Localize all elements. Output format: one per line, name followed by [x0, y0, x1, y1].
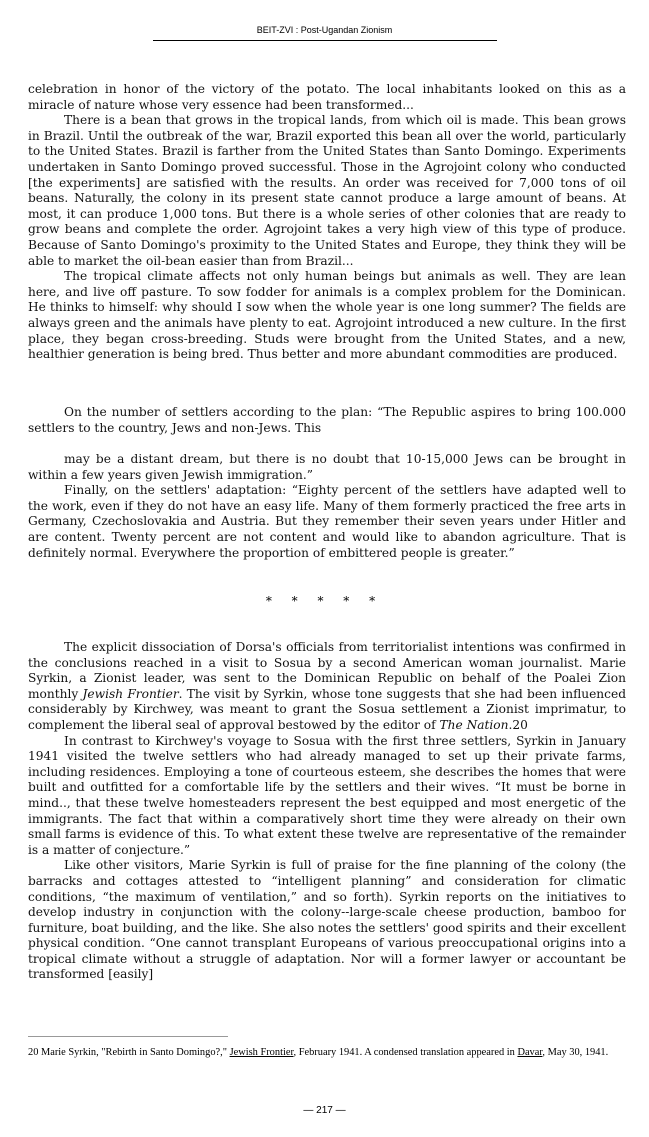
- footnote-a: 20 Marie Syrkin, "Rebirth in Santo Domingo?,": [28, 1047, 230, 1058]
- paragraph-9: Like other visitors, Marie Syrkin is full of praise for the fine planning of the colony (the barracks and cottages attested to “intelligent planning” and consideration for climatic conditions, “the maximum of ventilation,” and so forth). Syrkin reports on the initiatives to develop industry in conjunction with the colony--large-scale cheese production, bamboo for furniture, boat building, and the like. She also notes the settlers' good spirits and their excellent physical condition. “One cannot transplant Europeans of various preoccupational origins into a tropical climate without a struggle of adaptation. Nor will a former lawyer or accountant be transformed [easily]: [28, 858, 626, 982]
- paragraph-6: Finally, on the settlers' adaptation: “Eighty percent of the settlers have adapted well to the work, even if they do not have an easy life. Many of them formerly practiced the free arts in Germany, Czechoslovakia and Austria. But they remember their seven years under Hitler and are content. Twenty percent are not content and would like to abandon agriculture. That is definitely normal. Everywhere the proportion of embittered people is greater.”: [28, 483, 626, 560]
- text-block-4: [28, 640, 626, 983]
- text-block-1: [28, 82, 626, 363]
- section-break: * * * * *: [265, 594, 384, 608]
- footnote-paper: Davar: [517, 1047, 543, 1058]
- page-number: — 217 —: [303, 1105, 346, 1116]
- paragraph-4: On the number of settlers according to the plan: “The Republic aspires to bring 100.000 settlers to the country, Jews and non-Jews. This: [28, 405, 626, 435]
- paragraph-7-a: The explicit dissociation of Dorsa's officials from territorialist intentions was confirmed in the conclusions reached in a visit to Sosua by a second American woman journalist. Marie Syrkin, a Zionist leader, was sent to the Dominican Republic on behalf of the Poalei Zion monthly: [28, 640, 626, 701]
- text-block-2: [28, 405, 626, 436]
- text-block-3: [28, 452, 626, 561]
- footnote: [28, 1046, 626, 1060]
- footnote-b: , February 1941. A condensed translation appeared in: [293, 1047, 518, 1058]
- paragraph-3: The tropical climate affects not only human beings but animals as well. They are lean here, and live off pasture. To sow fodder for animals is a complex problem for the Dominican. He thinks to himself: why should I sow when the whole year is one long summer? The fields are always green and the animals have plenty to eat. Agrojoint introduced a new culture. In the first place, they began cross-breeding. Studs were brought from the United States, and a new, healthier generation is being bred. Thus better and more abundant commodities are produced.: [28, 269, 626, 362]
- paragraph-8: In contrast to Kirchwey's voyage to Sosua with the first three settlers, Syrkin in January 1941 visited the twelve settlers who had already managed to set up their private farms, including residences. Employing a tone of courteous esteem, she describes the homes that were built and outfitted for a comfortable life by the settlers and their wives. “It must be borne in mind.., that these twelve homesteaders represent the best equipped and most energetic of the immigrants. The fact that within a comparatively short time they were already on their own small farms is evidence of this. To what extent these twelve are representative of the remainder is a matter of conjecture.”: [28, 733, 626, 857]
- footnote-rule: [28, 1036, 228, 1037]
- footnote-c: , May 30, 1941.: [542, 1047, 609, 1058]
- header-rule: [153, 40, 497, 41]
- paragraph-7-b: . The visit by Syrkin, whose tone suggests that she had been influenced considerably by Kirchwey, was meant to grant the Sosua settlement a Zionist imprimatur, to complement the liberal seal of approval bestowed by the editor of: [28, 686, 626, 732]
- paragraph-7: [28, 640, 626, 734]
- footnote-ref: .20: [508, 717, 528, 732]
- running-header: BEIT-ZVI : Post-Ugandan Zionism: [256, 25, 393, 35]
- paragraph-5: may be a distant dream, but there is no doubt that 10-15,000 Jews can be brought in within a few years given Jewish immigration.”: [28, 452, 626, 482]
- footnote-journal: Jewish Frontier: [229, 1047, 294, 1058]
- magazine-title: The Nation: [439, 717, 509, 732]
- paragraph-1: celebration in honor of the victory of the potato. The local inhabitants looked on this as a miracle of nature whose very essence had been transformed...: [28, 82, 626, 112]
- journal-title: Jewish Frontier: [82, 686, 179, 701]
- paragraph-2: There is a bean that grows in the tropical lands, from which oil is made. This bean grows in Brazil. Until the outbreak of the war, Brazil exported this bean all over the world, particularly to the United States. Brazil is farther from the United States than Santo Domingo. Experiments undertaken in Santo Domingo proved successful. Those in the Agrojoint colony who conducted [the experiments] are satisfied with the results. An order was received for 7,000 tons of oil beans. Naturally, the colony in its present state cannot produce a large amount of beans. At most, it can produce 1,000 tons. But there is a whole series of other colonies that are ready to grow beans and complete the order. Agrojoint takes a very high view of this type of produce. Because of Santo Domingo's proximity to the United States and Europe, they think they will be able to market the oil-bean easier than from Brazil...: [28, 113, 626, 268]
